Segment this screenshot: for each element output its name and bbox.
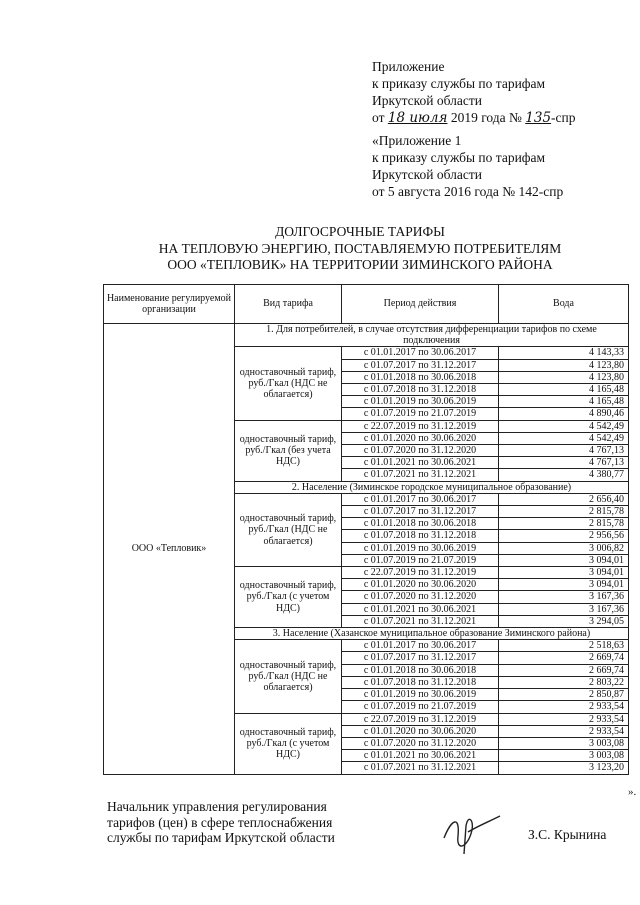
- water-value-cell: 2 803,22: [499, 676, 629, 688]
- water-value-cell: 2 956,56: [499, 530, 629, 542]
- original-order-ref: к приказу службы по тарифам: [372, 150, 546, 165]
- water-value-cell: 3 094,01: [499, 579, 629, 591]
- header-period: Период действия: [342, 285, 499, 324]
- period-cell: с 01.01.2019 по 30.06.2019: [342, 396, 499, 408]
- period-cell: с 01.07.2018 по 31.12.2018: [342, 530, 499, 542]
- period-cell: с 01.01.2020 по 30.06.2020: [342, 579, 499, 591]
- original-appendix-header: [372, 132, 563, 200]
- period-cell: с 22.07.2019 по 31.12.2019: [342, 567, 499, 579]
- position-line-1: Начальник управления регулирования: [107, 799, 327, 814]
- date-year: 2019 года №: [450, 110, 522, 125]
- water-value-cell: 2 669,74: [499, 664, 629, 676]
- water-value-cell: 4 542,49: [499, 432, 629, 444]
- period-cell: с 01.07.2020 по 31.12.2020: [342, 737, 499, 749]
- header-type: Вид тарифа: [235, 285, 342, 324]
- water-value-cell: 2 933,54: [499, 713, 629, 725]
- table-body: [104, 324, 629, 775]
- title-line-1: ДОЛГОСРОЧНЫЕ ТАРИФЫ: [275, 224, 445, 239]
- title-line-3: ООО «ТЕПЛОВИК» НА ТЕРРИТОРИИ ЗИМИНСКОГО РАЙОНА: [167, 257, 553, 272]
- title-line-2: НА ТЕПЛОВУЮ ЭНЕРГИЮ, ПОСТАВЛЯЕМУЮ ПОТРЕБИТЕЛЯМ: [158, 240, 562, 256]
- signatory-position: [107, 799, 335, 846]
- order-date-line: [372, 109, 576, 127]
- period-cell: с 01.01.2017 по 30.06.2017: [342, 347, 499, 359]
- water-value-cell: 3 123,20: [499, 762, 629, 774]
- original-appendix-label: «Приложение 1: [372, 133, 462, 148]
- water-value-cell: 2 815,78: [499, 506, 629, 518]
- water-value-cell: 4 542,49: [499, 420, 629, 432]
- water-value-cell: 3 003,08: [499, 750, 629, 762]
- period-cell: с 01.01.2021 по 30.06.2021: [342, 603, 499, 615]
- water-value-cell: 3 003,08: [499, 737, 629, 749]
- header-org: Наименование регулируемой организации: [104, 285, 235, 324]
- appendix-label: Приложение: [372, 59, 445, 74]
- period-cell: с 01.01.2018 по 30.06.2018: [342, 371, 499, 383]
- appendix-header: [372, 58, 576, 127]
- period-cell: с 01.07.2018 по 31.12.2018: [342, 676, 499, 688]
- section-title: 1. Для потребителей, в случае отсутствия дифференциации тарифов по схеме подключения: [235, 324, 629, 347]
- water-value-cell: 3 094,01: [499, 554, 629, 566]
- original-region: Иркутской области: [372, 167, 483, 182]
- water-value-cell: 4 123,80: [499, 371, 629, 383]
- signatory-name: З.С. Крынина: [528, 827, 607, 842]
- period-cell: с 01.07.2017 по 31.12.2017: [342, 652, 499, 664]
- water-value-cell: 3 006,82: [499, 542, 629, 554]
- period-cell: с 01.07.2019 по 21.07.2019: [342, 408, 499, 420]
- period-cell: с 01.01.2020 по 30.06.2020: [342, 725, 499, 737]
- tariff-type-cell: одноставочный тариф, руб./Гкал (НДС не облагается): [235, 347, 342, 420]
- period-cell: с 01.07.2021 по 31.12.2021: [342, 762, 499, 774]
- period-cell: с 01.01.2018 по 30.06.2018: [342, 518, 499, 530]
- quote-end: ».: [628, 786, 637, 798]
- water-value-cell: 3 294,05: [499, 615, 629, 627]
- handwritten-number: 135: [525, 110, 552, 126]
- water-value-cell: 2 933,54: [499, 701, 629, 713]
- tariff-table: [103, 284, 629, 775]
- period-cell: с 01.07.2021 по 31.12.2021: [342, 615, 499, 627]
- period-cell: с 01.01.2020 по 30.06.2020: [342, 432, 499, 444]
- order-ref: к приказу службы по тарифам: [372, 76, 546, 91]
- period-cell: с 01.07.2021 по 31.12.2021: [342, 469, 499, 481]
- tariff-type-cell: одноставочный тариф, руб./Гкал (с учетом НДС): [235, 713, 342, 774]
- section-row: [104, 324, 629, 347]
- water-value-cell: 2 815,78: [499, 518, 629, 530]
- handwritten-date: 18 июля: [387, 110, 448, 126]
- period-cell: с 01.07.2018 по 31.12.2018: [342, 384, 499, 396]
- original-order-date: от 5 августа 2016 года № 142-спр: [372, 184, 564, 199]
- position-line-3: службы по тарифам Иркутской области: [107, 830, 335, 845]
- period-cell: с 01.01.2021 по 30.06.2021: [342, 750, 499, 762]
- water-value-cell: 4 890,46: [499, 408, 629, 420]
- period-cell: с 22.07.2019 по 31.12.2019: [342, 420, 499, 432]
- water-value-cell: 2 656,40: [499, 493, 629, 505]
- table-header-row: [104, 285, 629, 324]
- water-value-cell: 2 518,63: [499, 640, 629, 652]
- period-cell: с 22.07.2019 по 31.12.2019: [342, 713, 499, 725]
- water-value-cell: 3 094,01: [499, 567, 629, 579]
- number-suffix: -спр: [551, 110, 576, 125]
- water-value-cell: 4 123,80: [499, 359, 629, 371]
- period-cell: с 01.07.2017 по 31.12.2017: [342, 359, 499, 371]
- period-cell: с 01.01.2021 по 30.06.2021: [342, 457, 499, 469]
- section-title: 3. Население (Хазанское муниципальное образование Зиминского района): [235, 628, 629, 640]
- tariff-type-cell: одноставочный тариф, руб./Гкал (НДС не облагается): [235, 493, 342, 566]
- water-value-cell: 4 767,13: [499, 445, 629, 457]
- period-cell: с 01.07.2020 по 31.12.2020: [342, 445, 499, 457]
- header-water: Вода: [499, 285, 629, 324]
- period-cell: с 01.01.2018 по 30.06.2018: [342, 664, 499, 676]
- period-cell: с 01.07.2019 по 21.07.2019: [342, 701, 499, 713]
- period-cell: с 01.07.2017 по 31.12.2017: [342, 506, 499, 518]
- water-value-cell: 4 165,48: [499, 396, 629, 408]
- document-title: [100, 224, 620, 274]
- water-value-cell: 2 669,74: [499, 652, 629, 664]
- period-cell: с 01.07.2020 по 31.12.2020: [342, 591, 499, 603]
- water-value-cell: 2 933,54: [499, 725, 629, 737]
- date-prefix: от: [372, 110, 385, 125]
- tariff-type-cell: одноставочный тариф, руб./Гкал (без учета НДС): [235, 420, 342, 481]
- period-cell: с 01.01.2019 по 30.06.2019: [342, 542, 499, 554]
- section-title: 2. Население (Зиминское городское муниципальное образование): [235, 481, 629, 493]
- tariff-type-cell: одноставочный тариф, руб./Гкал (с учетом НДС): [235, 567, 342, 628]
- period-cell: с 01.01.2019 по 30.06.2019: [342, 689, 499, 701]
- water-value-cell: 3 167,36: [499, 603, 629, 615]
- water-value-cell: 2 850,87: [499, 689, 629, 701]
- water-value-cell: 4 165,48: [499, 384, 629, 396]
- water-value-cell: 3 167,36: [499, 591, 629, 603]
- org-name-cell: ООО «Тепловик»: [104, 324, 235, 775]
- handwritten-signature: [438, 808, 508, 858]
- position-line-2: тарифов (цен) в сфере теплоснабжения: [107, 814, 333, 830]
- water-value-cell: 4 767,13: [499, 457, 629, 469]
- water-value-cell: 4 380,77: [499, 469, 629, 481]
- period-cell: с 01.07.2019 по 21.07.2019: [342, 554, 499, 566]
- tariff-type-cell: одноставочный тариф, руб./Гкал (НДС не облагается): [235, 640, 342, 713]
- water-value-cell: 4 143,33: [499, 347, 629, 359]
- period-cell: с 01.01.2017 по 30.06.2017: [342, 640, 499, 652]
- region: Иркутской области: [372, 93, 483, 108]
- period-cell: с 01.01.2017 по 30.06.2017: [342, 493, 499, 505]
